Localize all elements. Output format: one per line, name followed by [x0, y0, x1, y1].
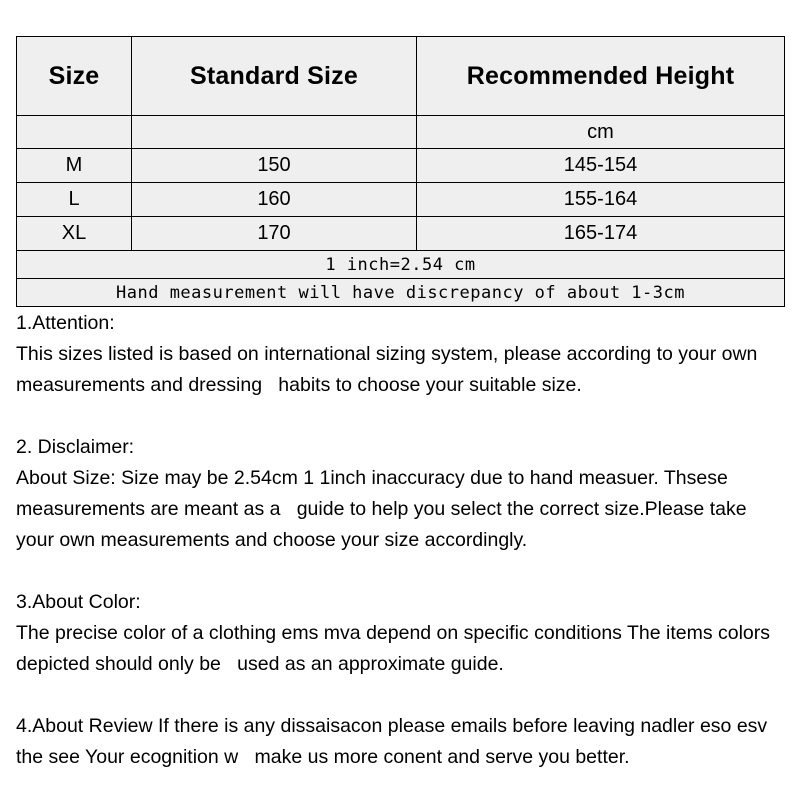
cell-recommended-height: 165-174 [417, 217, 785, 251]
cell-recommended-height: 145-154 [417, 149, 785, 183]
attention-title: 1.Attention: [16, 312, 115, 334]
size-table [16, 36, 785, 307]
about-review-body: 4.About Review If there is any dissaisacon please emails before leaving nadler eso esv the see Your ecognition w make us more conent and serve you better. [16, 715, 773, 768]
header-size: Size [17, 37, 132, 116]
cell-size: L [17, 183, 132, 217]
unit-standard-size [132, 116, 417, 149]
table-row [17, 149, 785, 183]
table-row [17, 217, 785, 251]
cell-standard-size: 160 [132, 183, 417, 217]
table-footnote-row [17, 251, 785, 279]
header-recommended-height: Recommended Height [417, 37, 785, 116]
table-header-row [17, 37, 785, 116]
unit-recommended-height: cm [417, 116, 785, 149]
header-standard-size: Standard Size [132, 37, 417, 116]
table-unit-row [17, 116, 785, 149]
spacer [16, 680, 786, 711]
about-color-body: The precise color of a clothing ems mva depend on specific conditions The items colors depicted should only be used as an approximate guide. [16, 622, 776, 675]
disclaimer-body: About Size: Size may be 2.54cm 1 1inch inaccuracy due to hand measuer. Thsese measurements are meant as a guide to help you select the correct size.Please take your own measurements and choose your size accordingly. [16, 467, 752, 551]
attention-body: This sizes listed is based on international sizing system, please according to your own measurements and dressing habits to choose your suitable size. [16, 343, 763, 396]
spacer [16, 556, 786, 587]
disclaimer-title: 2. Disclaimer: [16, 436, 135, 458]
footnote-inch-conversion: 1 inch=2.54 cm [17, 251, 785, 279]
cell-recommended-height: 155-164 [417, 183, 785, 217]
size-table-container [16, 36, 784, 307]
table-row [17, 183, 785, 217]
cell-size: M [17, 149, 132, 183]
notes-section [16, 308, 786, 773]
table-footnote-row [17, 279, 785, 307]
footnote-measurement-discrepancy: Hand measurement will have discrepancy of about 1-3cm [17, 279, 785, 307]
cell-standard-size: 150 [132, 149, 417, 183]
spacer [16, 401, 786, 432]
unit-size [17, 116, 132, 149]
about-color-title: 3.About Color: [16, 591, 141, 613]
cell-standard-size: 170 [132, 217, 417, 251]
cell-size: XL [17, 217, 132, 251]
